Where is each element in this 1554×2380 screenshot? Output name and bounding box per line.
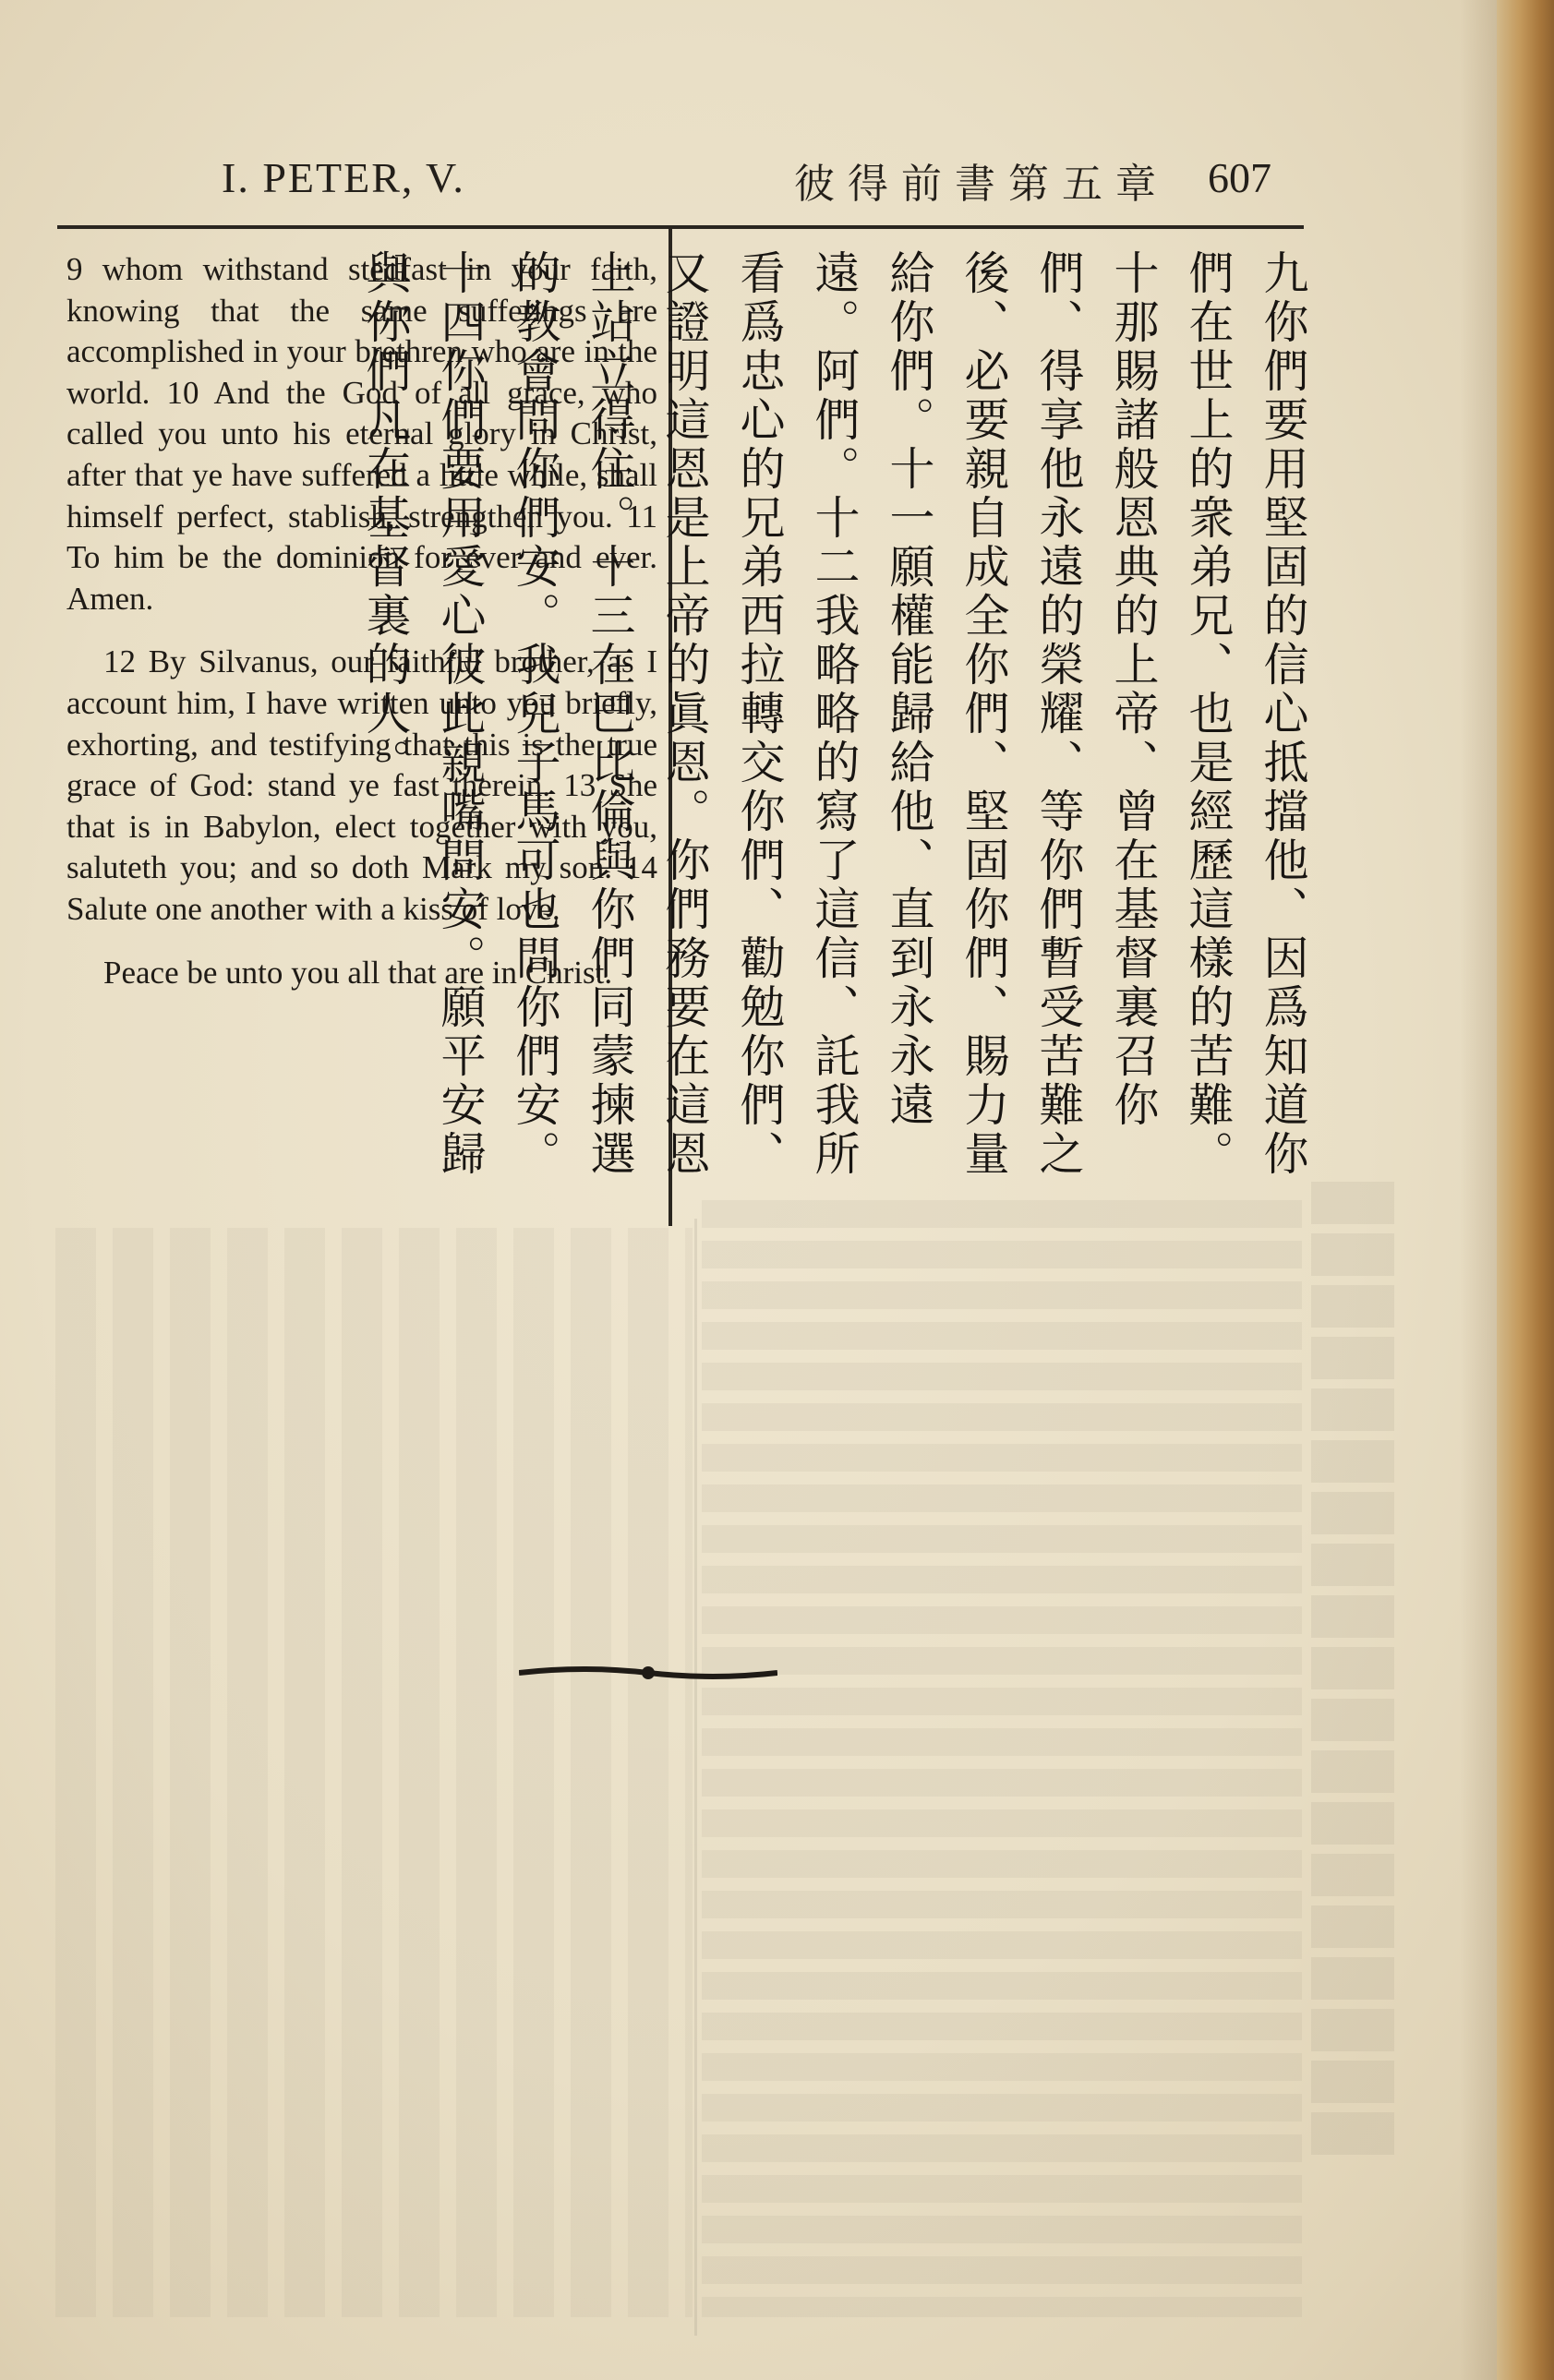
end-ornament — [519, 1662, 777, 1684]
header-title-chinese: 彼得前書第五章 — [794, 161, 1169, 208]
bleed-through — [1311, 1182, 1394, 2160]
header-title-english: I. PETER, V. — [222, 154, 465, 201]
bleed-through — [55, 1228, 693, 2317]
english-paragraph: 9 whom withstand stedfast in your faith, knowing that the same sufferings are accomplished in your brethren who are in the world. 10 And the God of all grace, who called you unto his eternal glory in Christ, after that ye have suffered a little while, shall himself perfect, stablish, strengthen you. 11 To him be the dominion for ever and ever. Amen. — [66, 251, 657, 617]
chinese-text: 九你們要用堅固的信心抵擋他、因爲知道你們在世上的衆弟兄、也是經歷這樣的苦難。十那賜諸般恩典的上帝、曾在基督裏召你們、得享他永遠的榮耀、等你們暫受苦難之後、必要親自成全你們、堅固你們、賜力量給你們。十一願權能歸給他、直到永永遠遠。阿們。十二我略略的寫了這信、託我所看爲忠心的兄弟西拉轉交你們、勸勉你們、又證明這恩是上帝的眞恩。你們務要在這恩上站立得住。十三在巴比倫與你們同蒙揀選的教會問你們安。我兒子馬可也問你們安。十四你們要用愛心彼此親嘴問安。願平安歸與你們凡在基督裏的人。 — [359, 249, 1309, 1179]
bleed-through — [702, 1200, 1302, 2317]
english-paragraph: Peace be unto you all that are in Christ. — [103, 954, 613, 991]
column-divider-ghost — [694, 1219, 697, 2336]
header-rule — [57, 225, 1304, 229]
page-edge — [1497, 0, 1554, 2380]
page-number: 607 — [1208, 154, 1271, 201]
page-gutter-shade — [1460, 0, 1497, 2380]
ornament-dot — [642, 1666, 655, 1679]
english-paragraph: 12 By Silvanus, our faithful brother, as I account him, I have written unto you briefly, exhorting, and testifying that this is the true grace of God: stand ye fast therein. 13 She that is in Babylon, elect together with you, saluteth you; and so doth Mark my son. 14 Salute one another with a kiss of love. — [66, 643, 657, 927]
